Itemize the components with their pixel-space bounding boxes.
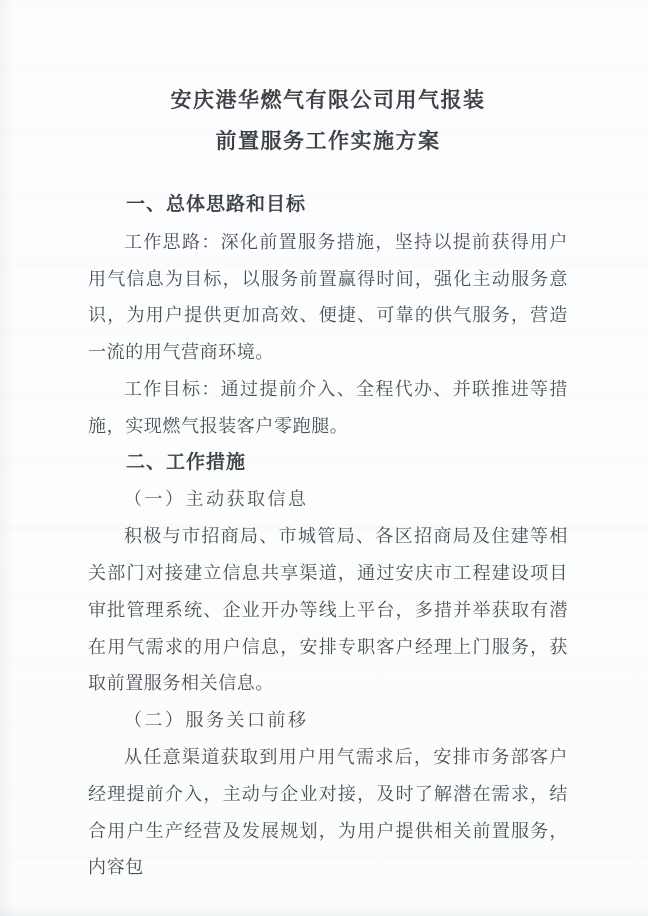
document-heading: 一、总体思路和目标 xyxy=(126,194,307,215)
document-paragraph: 从任意渠道获取到用户用气需求后，安排市务部客户经理提前介入，主动与企业对接，及时了解潜在需求，结合用户生产经营及发展规划，为用户提供相关前置服务，内容包 xyxy=(88,746,568,878)
document-title-line-2: 前置服务工作实施方案 xyxy=(215,130,441,153)
document-paragraph: 工作思路：深化前置服务措施，坚持以提前获得用户用气信息为目标，以服务前置赢得时间，强化主动服务意识，为用户提供更加高效、便捷、可靠的供气服务，营造一流的用气营商环境。 xyxy=(88,231,568,363)
document-subheading: （一）主动获取信息 xyxy=(124,489,309,510)
document-body xyxy=(88,187,568,886)
scan-edge-shading-bottom xyxy=(0,906,648,916)
document-paragraph: 积极与市招商局、市城管局、各区招商局及住建等相关部门对接建立信息共享渠道，通过安庆市工程建设项目审批管理系统、企业开办等线上平台，多措并举获取有潜在用气需求的用户信息，安排专职客户经理上门服务，获取前置服务相关信息。 xyxy=(88,526,568,694)
document-heading: 二、工作措施 xyxy=(126,451,247,473)
document-paragraph: 工作目标：通过提前介入、全程代办、并联推进等措施，实现燃气报装客户零跑腿。 xyxy=(88,378,568,436)
scan-edge-shading-left xyxy=(0,0,14,916)
document-content xyxy=(88,80,568,886)
document-subheading: （二）服务关口前移 xyxy=(124,710,309,731)
document-title-line-1: 安庆港华燃气有限公司用气报装 xyxy=(170,89,486,112)
